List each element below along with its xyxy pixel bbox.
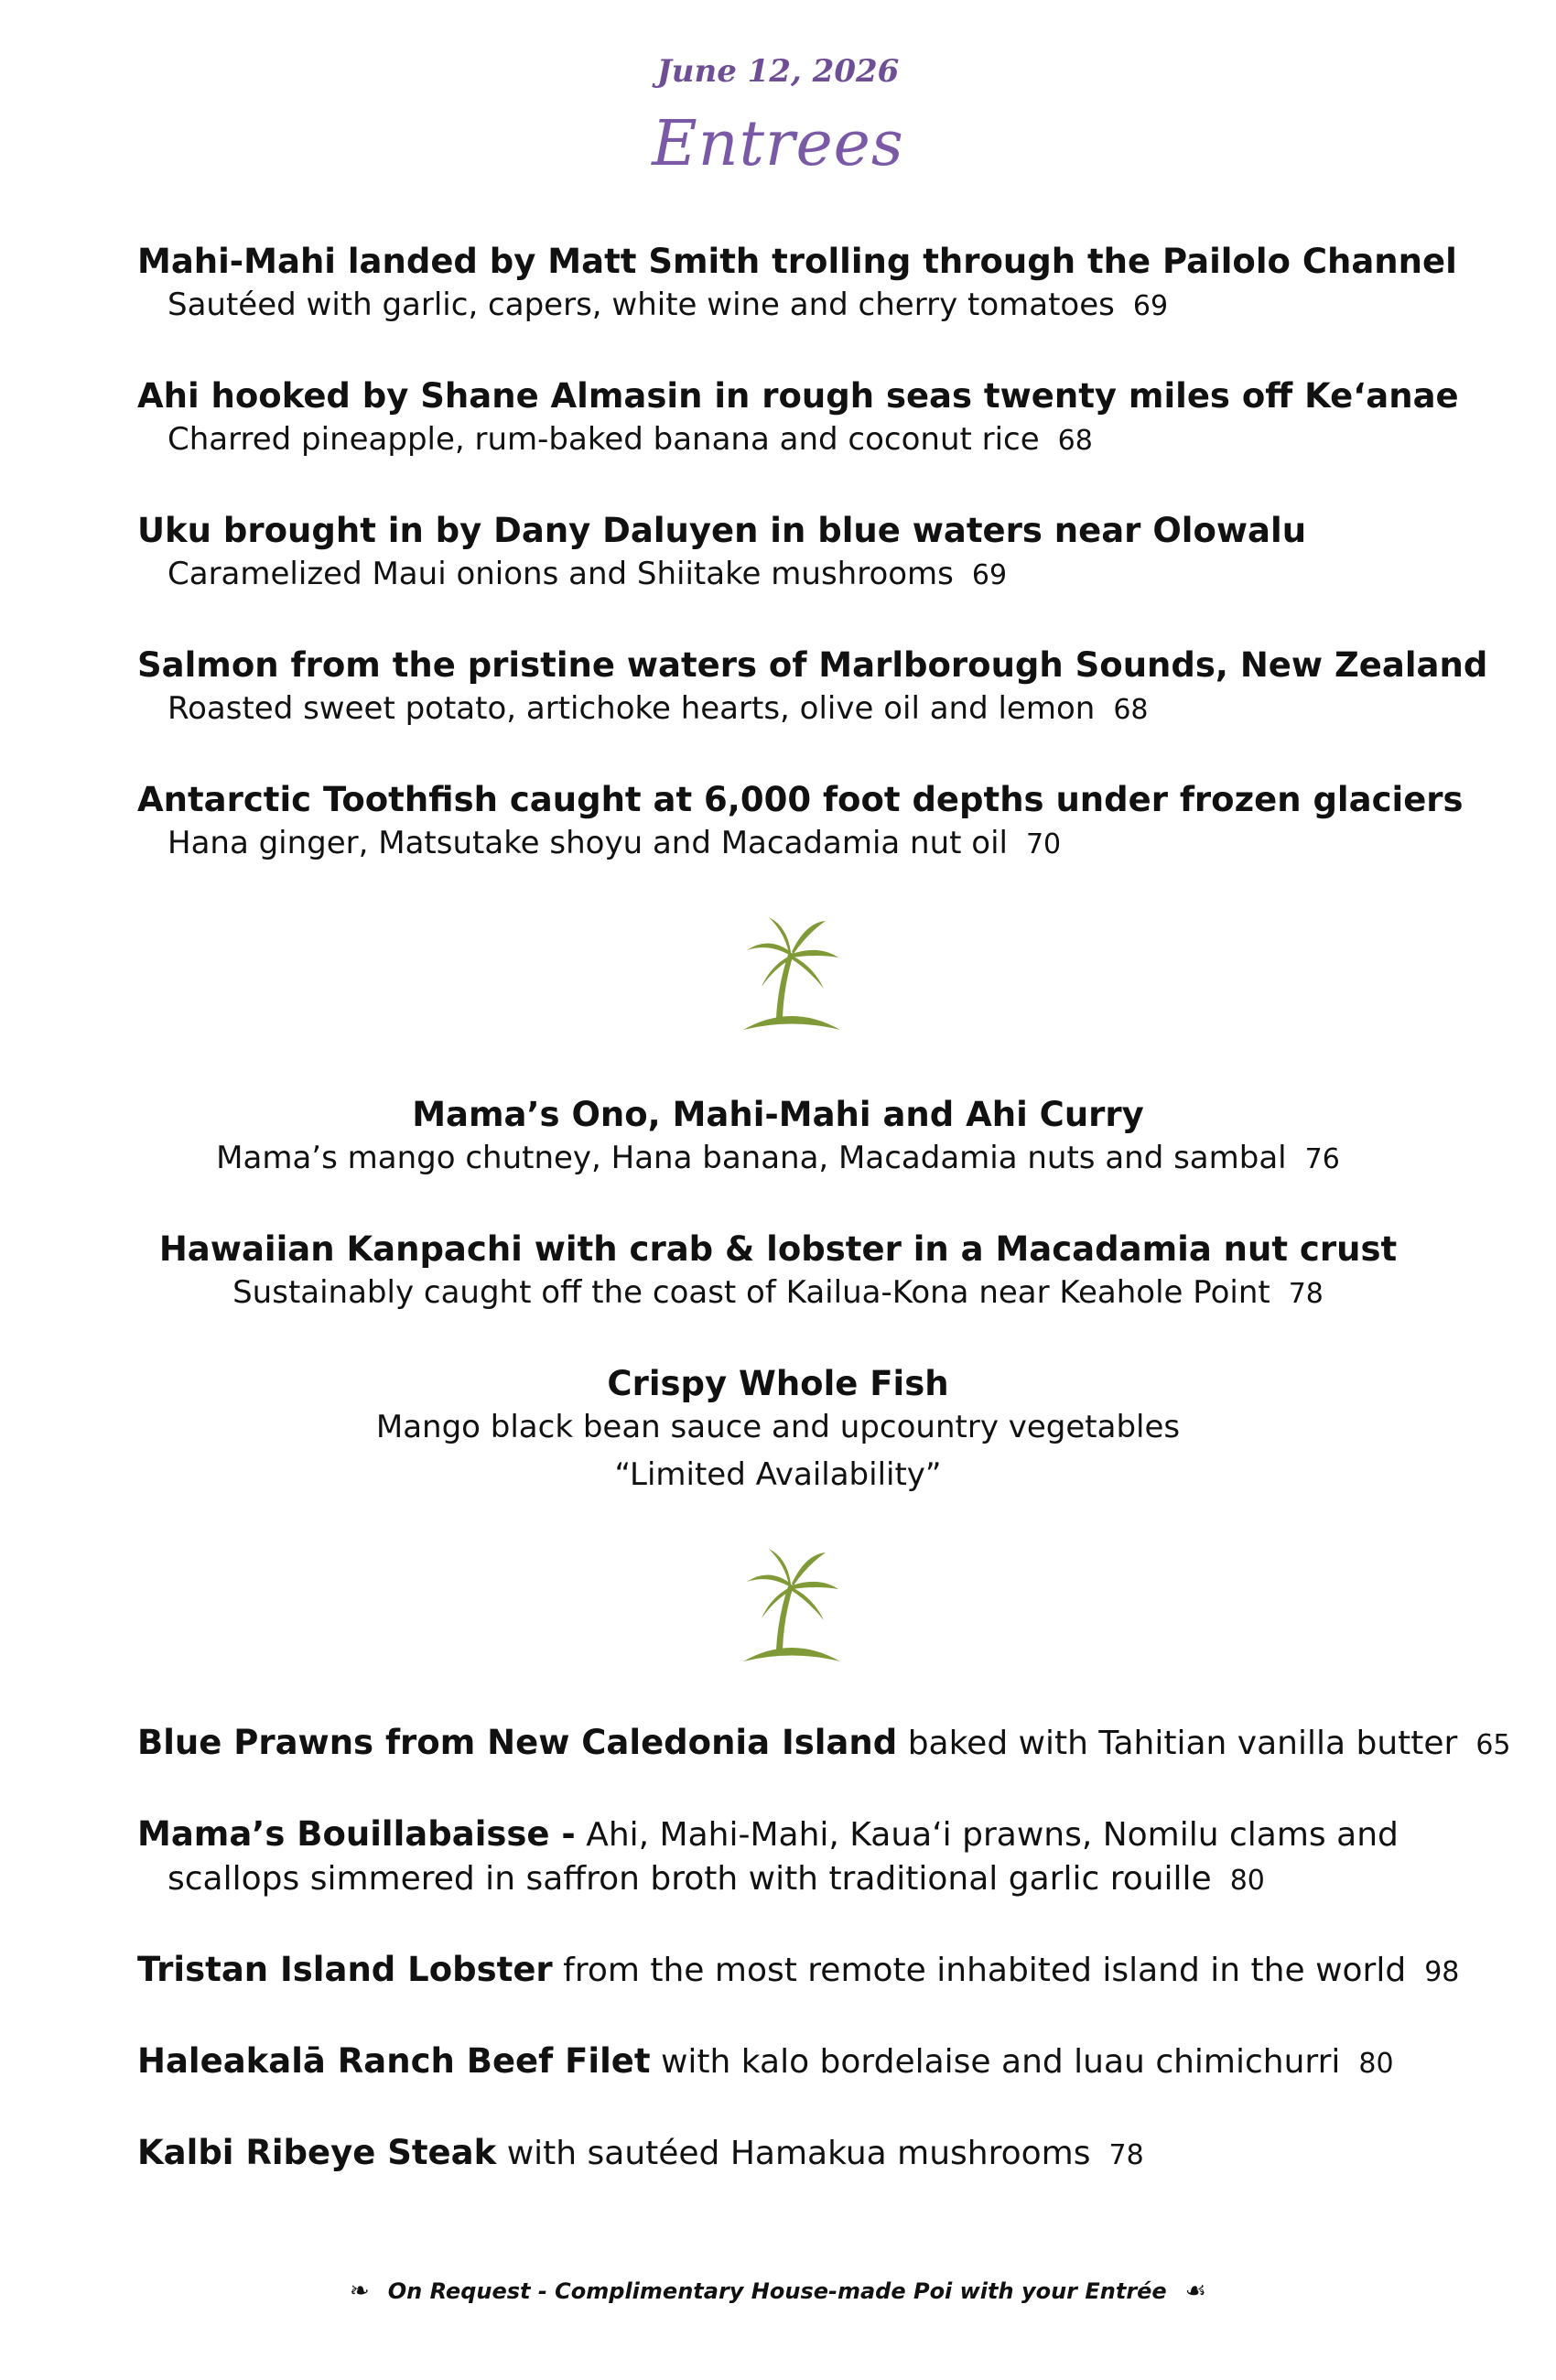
- menu-item: [0, 1228, 1556, 1315]
- item-description-cont: scallops simmered in saffron broth with traditional garlic rouille 80: [167, 1860, 1265, 1898]
- fleuron-icon: ☙: [1184, 2277, 1207, 2305]
- menu-item: [137, 778, 1464, 866]
- item-name: Kalbi Ribeye Steak: [137, 2133, 497, 2172]
- item-price: 80: [1229, 1865, 1265, 1897]
- item-description: Sautéed with garlic, capers, white wine and cherry tomatoes 69: [167, 287, 1169, 323]
- menu-item: [137, 1721, 1511, 1768]
- menu-item: [0, 1362, 1556, 1496]
- menu-item: [137, 240, 1457, 328]
- item-name: Tristan Island Lobster: [137, 1950, 553, 1989]
- item-description: Caramelized Maui onions and Shiitake mushrooms 69: [167, 556, 1008, 592]
- menu-item: [137, 374, 1459, 462]
- item-price: 78: [1108, 2139, 1144, 2171]
- palm-tree-icon: [741, 915, 842, 1034]
- item-name: Uku brought in by Dany Daluyen in blue waters near Olowalu: [137, 511, 1307, 550]
- item-description: Charred pineapple, rum-baked banana and coconut rice 68: [167, 421, 1093, 458]
- item-name: Crispy Whole Fish: [607, 1364, 949, 1403]
- item-description: Hana ginger, Matsutake shoyu and Macadamia nut oil 70: [167, 825, 1062, 861]
- menu-item: [137, 2039, 1437, 2086]
- item-description: Sustainably caught off the coast of Kailua-Kona near Keahole Point 78: [232, 1274, 1324, 1311]
- fleuron-icon: ❧: [349, 2277, 370, 2305]
- item-name: Haleakalā Ranch Beef Filet: [137, 2041, 651, 2081]
- item-description: baked with Tahitian vanilla butter: [907, 1725, 1458, 1762]
- item-price: 68: [1113, 694, 1149, 726]
- item-name: Hawaiian Kanpachi with crab & lobster in a Macadamia nut crust: [158, 1229, 1398, 1269]
- item-name: Antarctic Toothfish caught at 6,000 foot depths under frozen glaciers: [137, 780, 1464, 819]
- item-description: with kalo bordelaise and luau chimichurri: [660, 2043, 1341, 2081]
- menu-item: [137, 1948, 1460, 1995]
- item-description: Roasted sweet potato, artichoke hearts, olive oil and lemon 68: [167, 690, 1149, 727]
- item-name: Mama’s Bouillabaisse -: [137, 1814, 576, 1854]
- item-name: Ahi hooked by Shane Almasin in rough seas twenty miles off Ke‘anae: [137, 376, 1459, 416]
- item-price: 69: [971, 559, 1008, 591]
- item-price: 76: [1304, 1143, 1340, 1175]
- menu-item: [137, 2131, 1437, 2178]
- menu-date: June 12, 2026: [656, 53, 900, 90]
- item-price: 70: [1025, 828, 1062, 860]
- item-name: Mahi-Mahi landed by Matt Smith trolling through the Pailolo Channel: [137, 242, 1457, 281]
- footer-note: ❧ On Request - Complimentary House-made Poi with your Entrée ☙: [349, 2277, 1207, 2305]
- item-price: 80: [1358, 2048, 1394, 2080]
- item-price: 78: [1288, 1278, 1324, 1310]
- item-note: “Limited Availability”: [614, 1456, 942, 1493]
- item-price: 68: [1057, 425, 1093, 457]
- menu-item: [137, 509, 1437, 597]
- menu-item: [0, 1093, 1556, 1181]
- item-name: Blue Prawns from New Caledonia Island: [137, 1723, 898, 1762]
- item-description: with sautéed Hamakua mushrooms: [506, 2135, 1091, 2172]
- item-name: Mama’s Ono, Mahi-Mahi and Ahi Curry: [412, 1095, 1144, 1134]
- page-title: Entrees: [652, 108, 904, 180]
- menu-item: [137, 1812, 1437, 1903]
- item-description: Mango black bean sauce and upcountry vegetables: [375, 1409, 1181, 1445]
- item-price: 98: [1424, 1956, 1460, 1988]
- item-description: Ahi, Mahi-Mahi, Kaua‘i prawns, Nomilu clams and: [586, 1816, 1399, 1854]
- item-description: from the most remote inhabited island in the world: [563, 1952, 1407, 1989]
- item-name: Salmon from the pristine waters of Marlborough Sounds, New Zealand: [137, 645, 1488, 685]
- item-description: Mama’s mango chutney, Hana banana, Macadamia nuts and sambal 76: [216, 1140, 1340, 1176]
- menu-item: [137, 644, 1488, 731]
- palm-tree-icon: [741, 1547, 842, 1666]
- item-price: 69: [1132, 290, 1169, 322]
- item-price: 65: [1475, 1729, 1511, 1761]
